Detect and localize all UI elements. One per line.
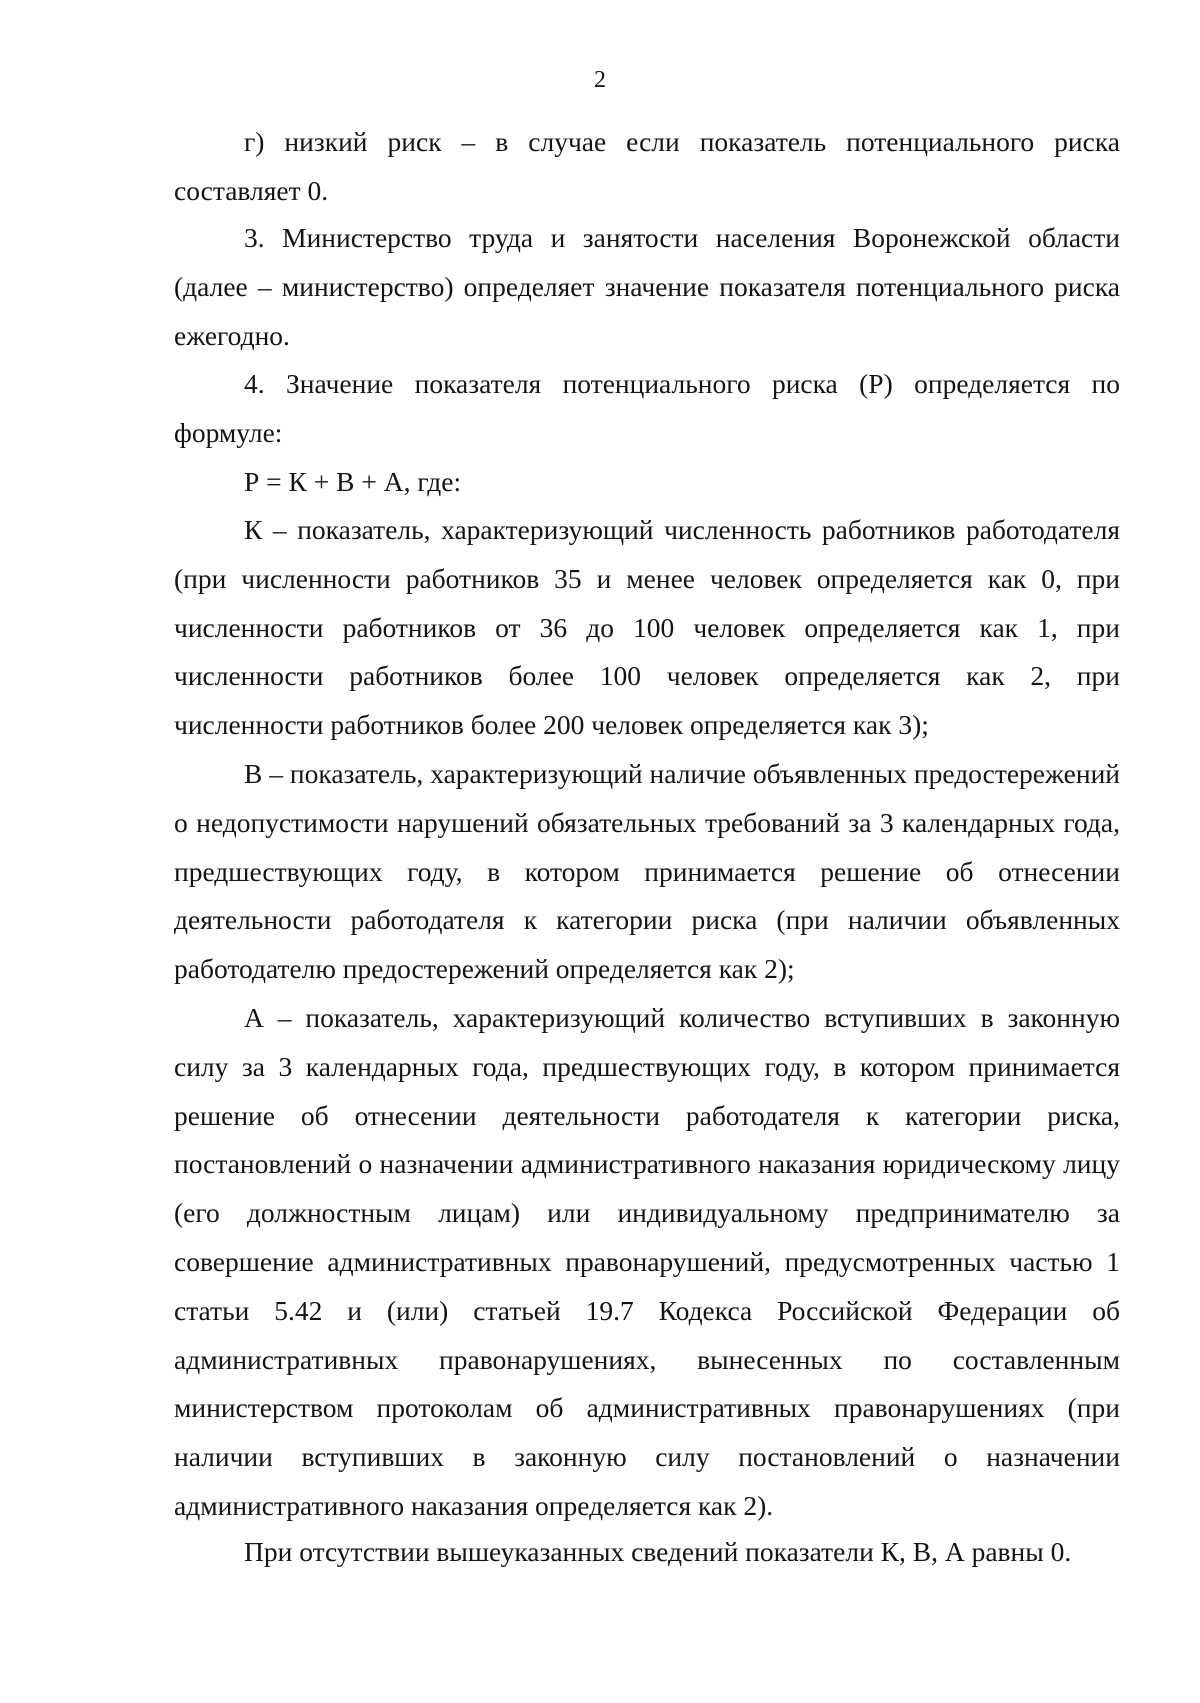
paragraph-indicator-b	[174, 750, 1120, 994]
paragraph-text: 4. Значение показателя потенциального риска (Р) определяется по формуле:	[174, 368, 1120, 448]
paragraph-ministry	[174, 214, 1120, 360]
paragraph-text: 3. Министерство труда и занятости населения Воронежской области (далее – министерство) определяет значение показателя потенциального риска ежегодно.	[174, 222, 1120, 351]
paragraph-text: К – показатель, характеризующий численность работников работодателя (при численности работников 35 и менее человек определяется как 0, при численности работников от 36 до 100 человек определяется как 1, при численности работников более 100 человек определяется как 2, при численности работников более 200 человек определяется как 3);	[174, 514, 1120, 741]
formula-line	[174, 458, 1120, 507]
paragraph-text: При отсутствии вышеуказанных сведений показатели К, В, А равны 0.	[244, 1536, 1072, 1567]
paragraph-indicator-k	[174, 506, 1120, 750]
paragraph-absence	[174, 1528, 1120, 1577]
paragraph-risk-value	[174, 360, 1120, 458]
paragraph-text: В – показатель, характеризующий наличие объявленных предостережений о недопустимости нарушений обязательных требований за 3 календарных года, предшествующих году, в котором принимается решение об отнесении деятельности работодателя к категории риска (при наличии объявленных работодателю предостережений определяется как 2);	[174, 758, 1120, 985]
paragraph-indicator-a	[174, 994, 1120, 1531]
paragraph-text: А – показатель, характеризующий количество вступивших в законную силу за 3 календарных года, предшествующих году, в котором принимается решение об отнесении деятельности работодателя к категории риска, постановлений о назначении административного наказания юридическому лицу (его должностным лицам) или индивидуальному предпринимателю за совершение административных правонарушений, предусмотренных частью 1 статьи 5.42 и (или) статьей 19.7 Кодекса Российской Федерации об административных правонарушениях, вынесенных по составленным министерством протоколам об административных правонарушениях (при наличии вступивших в законную силу постановлений о назначении административного наказания определяется как 2).	[174, 1002, 1120, 1521]
page-number: 2	[594, 67, 606, 93]
paragraph-low-risk	[174, 118, 1120, 216]
formula-text: Р = К + В + А, где:	[244, 466, 462, 497]
paragraph-text: г) низкий риск – в случае если показатель потенциального риска составляет 0.	[174, 126, 1120, 206]
